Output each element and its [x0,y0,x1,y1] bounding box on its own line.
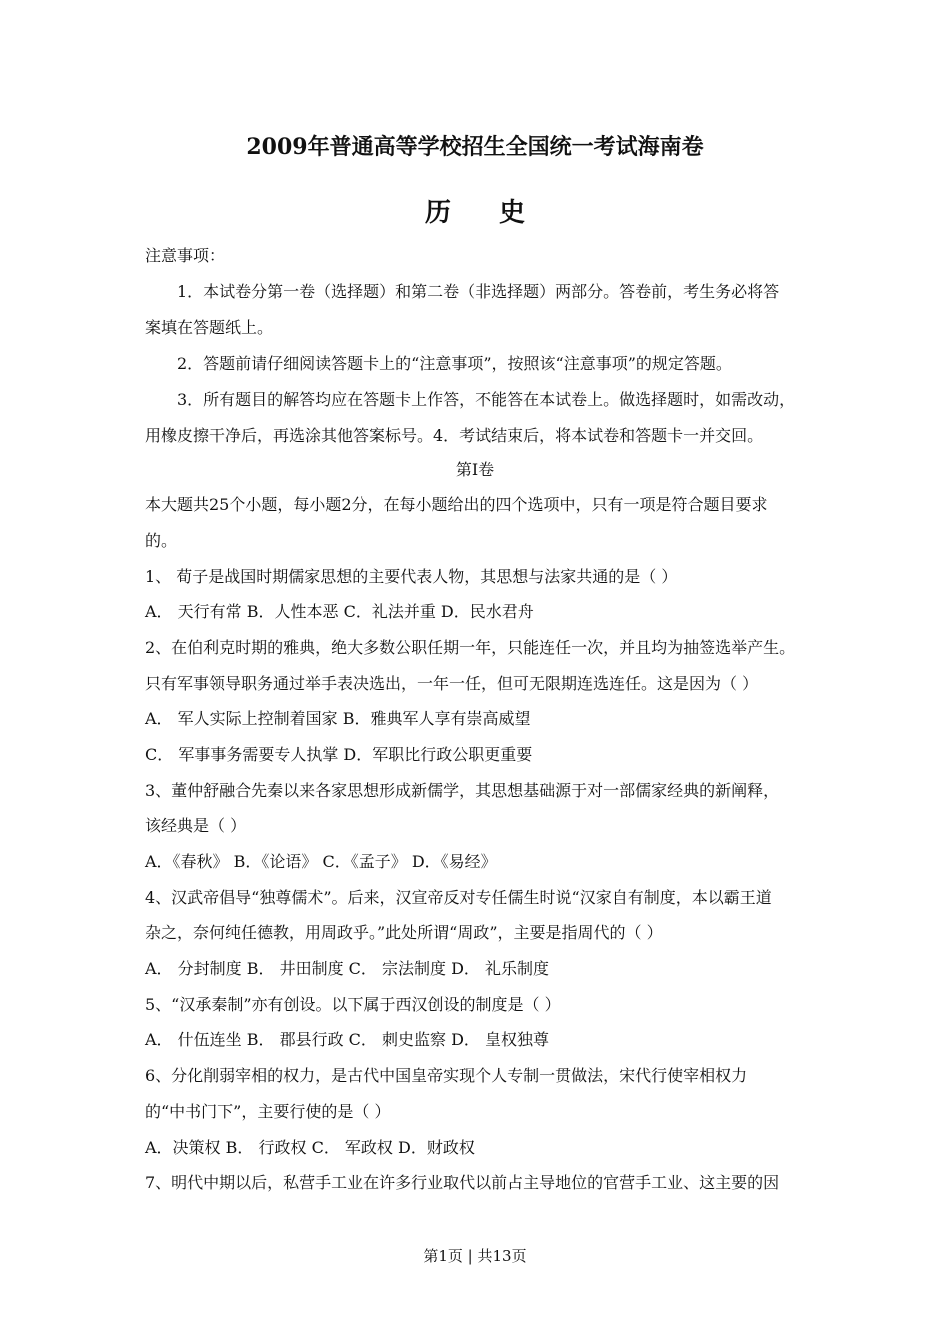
question-options: A． 分封制度 B． 井田制度 C． 宗法制度 D． 礼乐制度 [145,959,549,978]
question-line: 4、汉武帝倡导“独尊儒术”。后来，汉宣帝反对专任儒生时说“汉家自有制度，本以霸王道 [145,888,772,907]
question-options: A． 天行有常 B．人性本恶 C．礼法并重 D．民水君舟 [145,602,534,621]
question-options: A．决策权 B． 行政权 C． 军政权 D．财政权 [145,1138,475,1157]
subject-heading: 历史 [424,198,573,228]
question-line: 2、在伯利克时期的雅典，绝大多数公职任期一年，只能连任一次，并且均为抽签选举产生。 [145,638,796,657]
notice-line: 3．所有题目的解答均应在答题卡上作答，不能答在本试卷上。做选择题时，如需改动， [177,390,796,409]
question-line: 的“中书门下”，主要行使的是（ ） [145,1102,391,1121]
question-options: A．《春秋》 B．《论语》 C．《孟子》 D．《易经》 [145,852,497,871]
document-title: 2009年普通高等学校招生全国统一考试海南卷 [246,134,704,160]
question-line: 杂之，奈何纯任德教，用周政乎。”此处所谓“周政”，主要是指周代的（ ） [145,923,663,942]
question-line: 6、分化削弱宰相的权力，是古代中国皇帝实现个人专制一贯做法，宋代行使宰相权力 [145,1066,748,1085]
section-intro: 的。 [145,531,178,550]
question-line: 该经典是（ ） [145,816,247,835]
question-line: 3、董仲舒融合先秦以来各家思想形成新儒学，其思想基础源于对一部儒家经典的新阐释， [145,781,780,800]
question-options: C． 军事事务需要专人执掌 D．军职比行政公职更重要 [145,745,533,764]
question-line: 5、“汉承秦制”亦有创设。以下属于西汉创设的制度是（ ） [145,995,561,1014]
section-intro: 本大题共25个小题，每小题2分，在每小题给出的四个选项中，只有一项是符合题目要求 [145,495,768,514]
notice-heading: 注意事项： [145,246,226,265]
page-footer: 第1页 | 共13页 [423,1247,527,1265]
question-line: 7、明代中期以后，私营手工业在许多行业取代以前占主导地位的官营手工业、这主要的因 [145,1173,780,1192]
notice-line: 案填在答题纸上。 [145,318,274,337]
section-title: 第Ⅰ卷 [455,460,495,479]
question-options: A． 军人实际上控制着国家 B．雅典军人享有崇高威望 [145,709,531,728]
question-line: 只有军事领导职务通过举手表决选出，一年一任，但可无限期连选连任。这是因为（ ） [145,674,759,693]
question-options: A． 什伍连坐 B． 郡县行政 C． 刺史监察 D． 皇权独尊 [145,1030,549,1049]
question-line: 1、 荀子是战国时期儒家思想的主要代表人物，其思想与法家共通的是（ ） [145,567,678,586]
notice-line: 1．本试卷分第一卷（选择题）和第二卷（非选择题）两部分。答卷前，考生务必将答 [177,282,780,301]
notice-line: 2．答题前请仔细阅读答题卡上的“注意事项”，按照该“注意事项”的规定答题。 [177,354,732,373]
notice-line: 用橡皮擦干净后，再选涂其他答案标号。4．考试结束后，将本试卷和答题卡一并交回。 [145,426,764,445]
